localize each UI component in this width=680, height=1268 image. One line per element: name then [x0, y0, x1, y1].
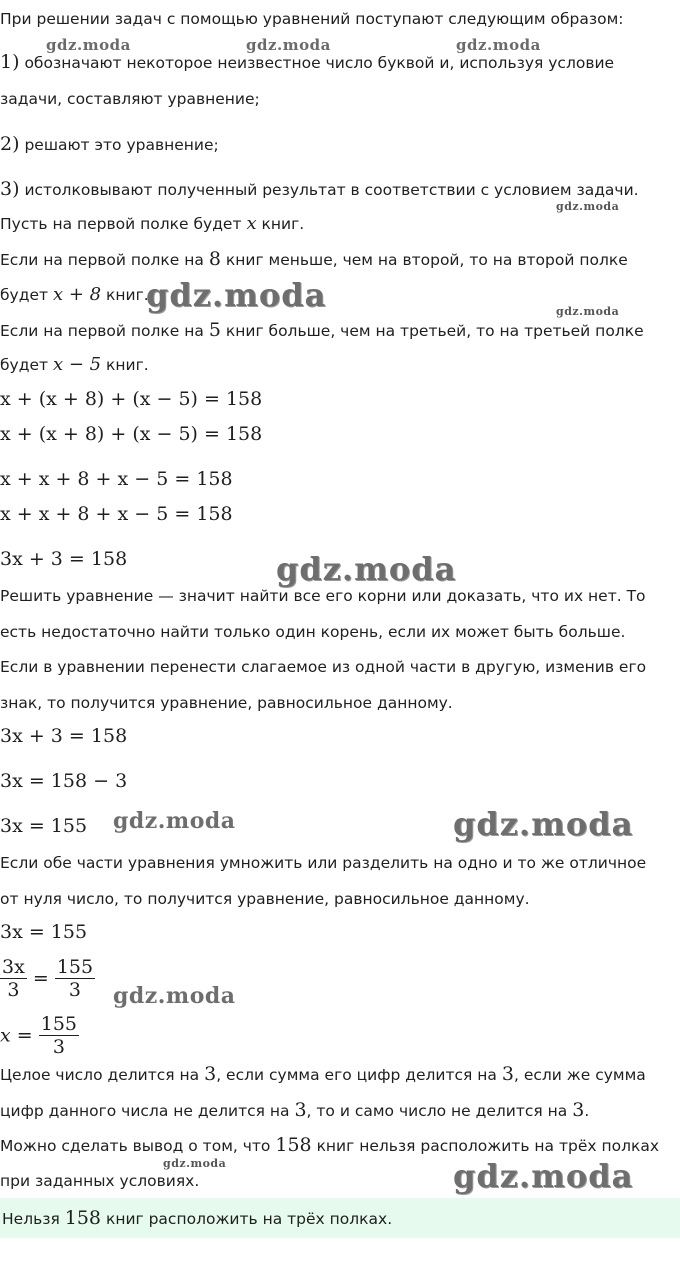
number: 3: [204, 1063, 217, 1085]
watermark: gdz.moda: [276, 550, 457, 588]
denominator: 3: [68, 979, 81, 1001]
cond-expression: x − 5: [52, 354, 102, 375]
theory-line: Если обе части уравнения умножить или разделить на одно и то же отличное: [0, 854, 647, 872]
divisibility-line-1: [0, 1064, 646, 1085]
watermark: gdz.moda: [163, 1157, 227, 1170]
watermark: gdz.moda: [556, 200, 620, 213]
text-part: , если сумма его цифр делится на: [216, 1066, 497, 1084]
equation: x + (x + 8) + (x − 5) = 158: [0, 388, 263, 410]
denominator: 3: [52, 1036, 65, 1058]
text-part: Целое число делится на: [0, 1066, 200, 1084]
equation: x + x + 8 + x − 5 = 158: [0, 503, 233, 525]
equation: 3x = 155: [0, 815, 88, 837]
equation: 3x = 158 − 3: [0, 770, 128, 792]
cond-post: книг.: [106, 286, 149, 304]
divisibility-line-2: [0, 1100, 589, 1121]
watermark: gdz.moda: [556, 305, 620, 318]
text-part: Можно сделать вывод о том, что: [0, 1137, 271, 1155]
equation: 3x + 3 = 158: [0, 548, 128, 570]
fraction-equation: [0, 956, 95, 1001]
watermark: gdz.moda: [456, 36, 541, 54]
condition-1-line-1: [0, 249, 628, 270]
step-1: [0, 52, 614, 73]
number: 158: [64, 1207, 102, 1229]
let-variable: x: [246, 213, 257, 234]
equation: 3x + 3 = 158: [0, 725, 128, 747]
cond-mid: книг больше, чем на третьей, то на третьей полке: [225, 322, 644, 340]
condition-2-line-1: [0, 320, 644, 341]
denominator: 3: [7, 979, 20, 1001]
cond-number: 5: [208, 319, 221, 341]
let-post: книг.: [261, 215, 305, 233]
fraction: [39, 1013, 79, 1058]
number: 3: [572, 1099, 585, 1121]
cond-pre: будет: [0, 356, 49, 374]
watermark: gdz.moda: [453, 805, 634, 843]
number: 158: [275, 1134, 312, 1156]
watermark: gdz.moda: [113, 983, 236, 1009]
text-part: цифр данного числа не делится на: [0, 1102, 290, 1120]
cond-mid: книг меньше, чем на второй, то на второй полке: [225, 251, 628, 269]
theory-line: Если в уравнении перенести слагаемое из одной части в другую, изменив его: [0, 658, 647, 676]
text-part: , то и само число не делится на: [306, 1102, 568, 1120]
number: 3: [501, 1063, 514, 1085]
numerator: 3x: [2, 956, 25, 978]
theory-line: от нуля число, то получится уравнение, равносильное данному.: [0, 890, 530, 908]
intro-text: При решении задач с помощью уравнений поступают следующим образом:: [0, 10, 624, 28]
step-number: 1): [0, 51, 20, 73]
conclusion-line-1: [0, 1135, 659, 1156]
fraction: [0, 956, 27, 1001]
solution-fraction: [0, 1013, 79, 1058]
answer-box: [0, 1198, 680, 1238]
text-part: книг расположить на трёх полках.: [105, 1210, 393, 1228]
step-1-continued: задачи, составляют уравнение;: [0, 90, 260, 108]
step-2: [0, 134, 219, 155]
text-part: книг нельзя расположить на трёх полках: [316, 1137, 660, 1155]
text-part: Нельзя: [2, 1210, 60, 1228]
watermark: gdz.moda: [113, 808, 236, 834]
cond-expression: x + 8: [52, 284, 102, 305]
equation: x + x + 8 + x − 5 = 158: [0, 468, 233, 490]
theory-line: Решить уравнение — значит найти все его корни или доказать, что их нет. То: [0, 587, 646, 605]
watermark: gdz.moda: [146, 276, 327, 314]
step-number: 2): [0, 133, 20, 155]
cond-number: 8: [208, 248, 221, 270]
watermark: gdz.moda: [46, 36, 131, 54]
step-text: обозначают некоторое неизвестное число буквой и, используя условие: [24, 54, 615, 72]
step-text: истолковывают полученный результат в соответствии с условием задачи.: [24, 181, 639, 199]
condition-1-line-2: [0, 285, 149, 305]
step-number: 3): [0, 178, 20, 200]
solution-lhs: x =: [0, 1024, 33, 1047]
numerator: 155: [40, 1013, 77, 1035]
equation: x + (x + 8) + (x − 5) = 158: [0, 423, 263, 445]
conclusion-line-2: при заданных условиях.: [0, 1172, 200, 1190]
equation: 3x = 155: [0, 921, 88, 943]
numerator: 155: [56, 956, 94, 978]
step-text: решают это уравнение;: [24, 136, 219, 154]
text-part: , если же сумма: [513, 1066, 646, 1084]
equals-sign: =: [32, 967, 49, 990]
condition-2-line-2: [0, 355, 149, 375]
watermark: gdz.moda: [453, 1157, 634, 1195]
text-part: .: [584, 1102, 590, 1120]
fraction: [55, 956, 95, 1001]
cond-pre: будет: [0, 286, 49, 304]
cond-pre: Если на первой полке на: [0, 322, 204, 340]
let-pre: Пусть на первой полке будет: [0, 215, 242, 233]
theory-line: есть недостаточно найти только один корень, если их может быть больше.: [0, 623, 626, 641]
step-3: [0, 179, 639, 200]
cond-post: книг.: [106, 356, 149, 374]
answer-text: [2, 1208, 392, 1229]
let-statement: [0, 214, 304, 234]
watermark: gdz.moda: [246, 36, 331, 54]
theory-line: знак, то получится уравнение, равносильное данному.: [0, 694, 453, 712]
cond-pre: Если на первой полке на: [0, 251, 204, 269]
number: 3: [294, 1099, 307, 1121]
